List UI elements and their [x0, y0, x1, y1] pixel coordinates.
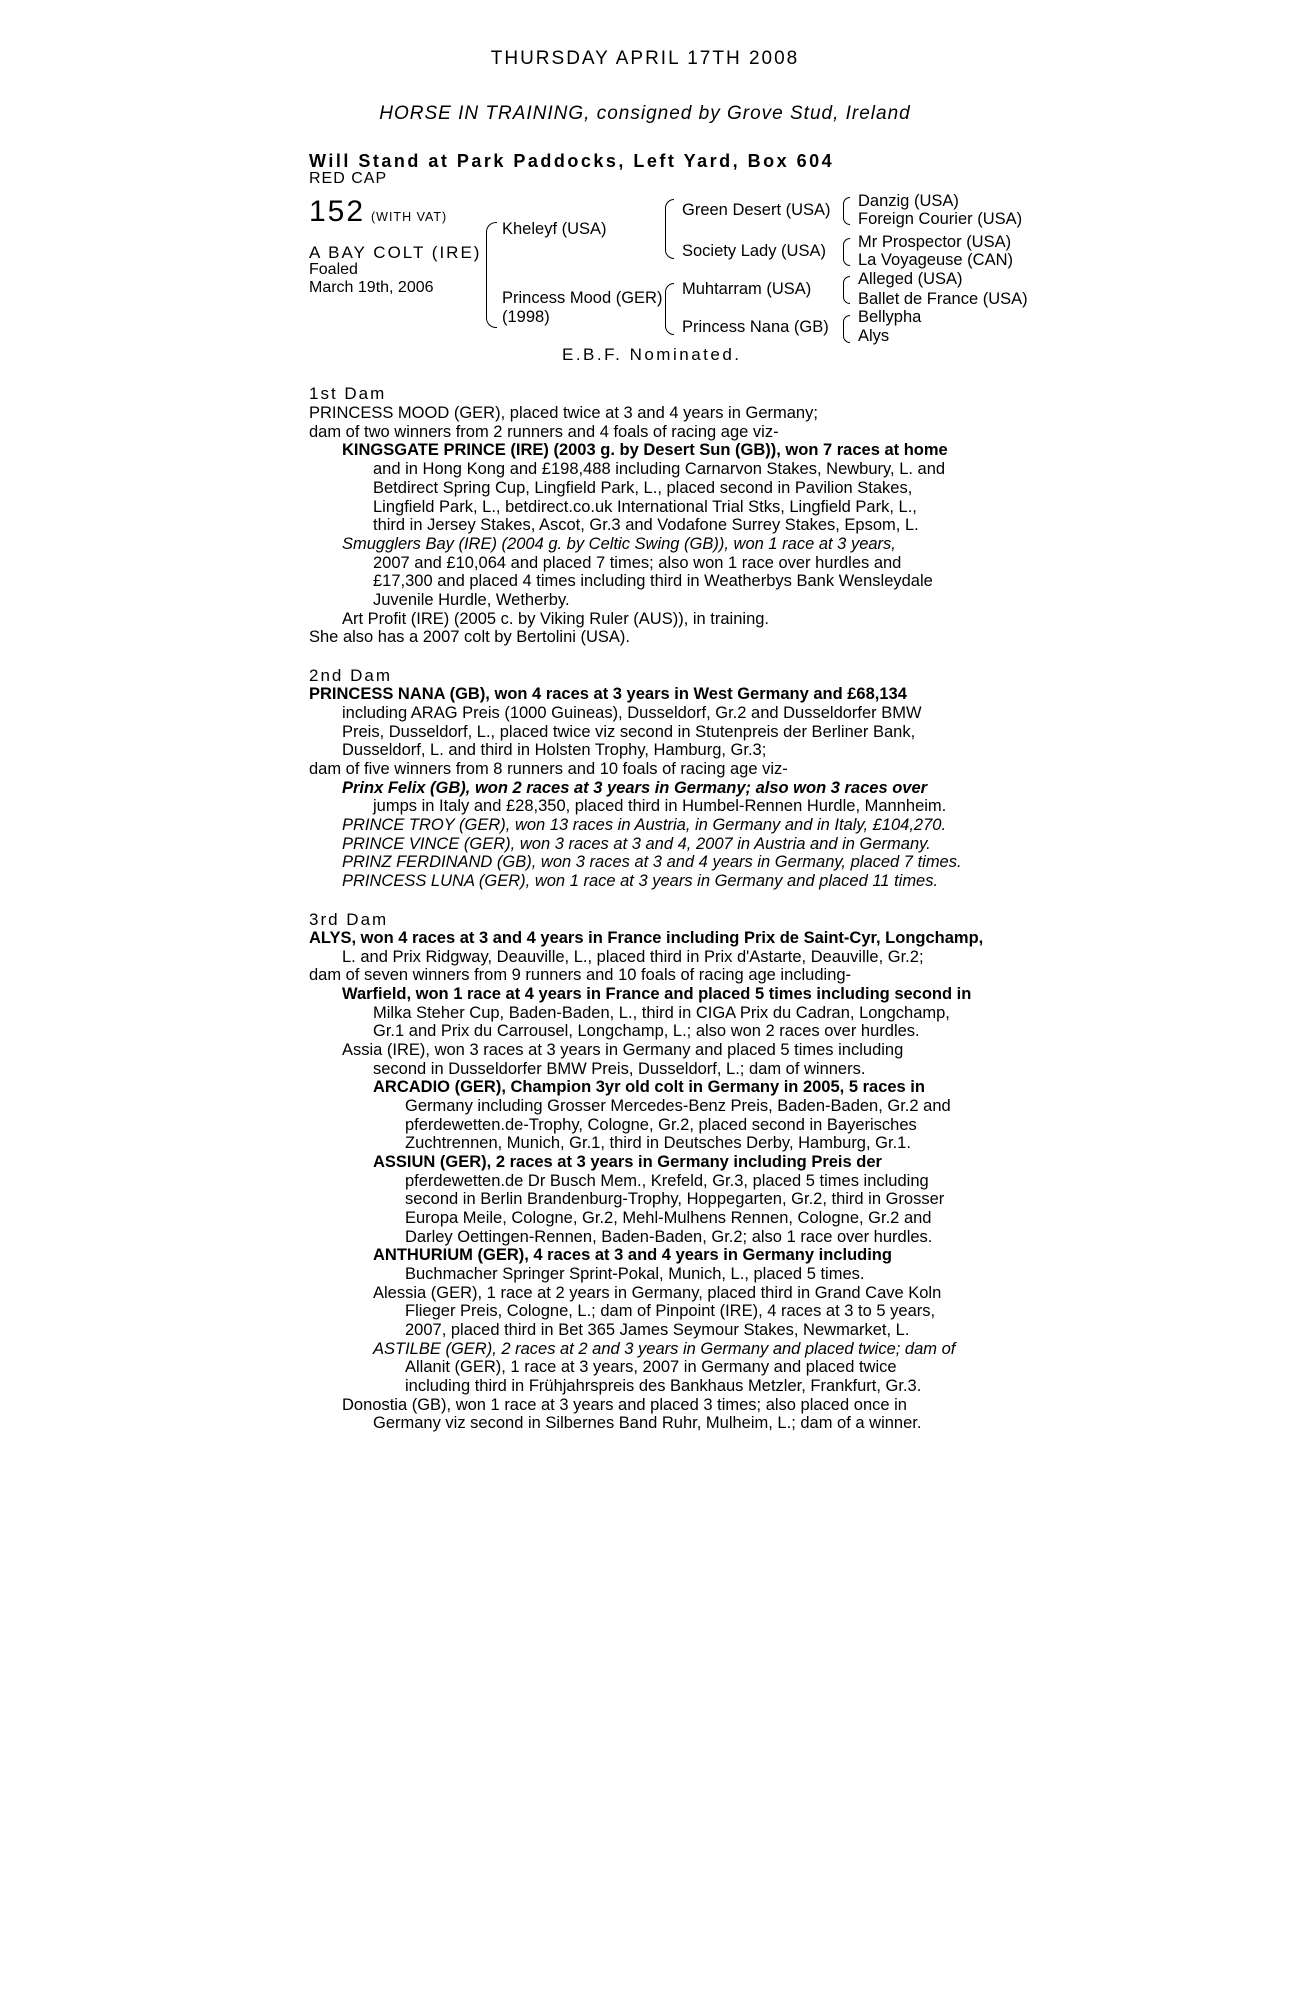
sire-dam: Society Lady (USA)	[682, 242, 826, 260]
text-line: Germany viz second in Silbernes Band Ruhr, Mulheim, L.; dam of a winner.	[373, 1414, 922, 1432]
text-line: 2007, placed third in Bet 365 James Seymour Stakes, Newmarket, L.	[405, 1321, 910, 1339]
text-line: PRINCE TROY (GER), won 13 races in Austria, in Germany and in Italy, £104,270.	[342, 816, 947, 834]
text-line: ASTILBE (GER), 2 races at 2 and 3 years in Germany and placed twice; dam of	[373, 1340, 956, 1358]
text-line: jumps in Italy and £28,350, placed third in Humbel-Rennen Hurdle, Mannheim.	[373, 797, 947, 815]
sire: Kheleyf (USA)	[502, 220, 607, 238]
text-line: PRINCESS NANA (GB), won 4 races at 3 years in West Germany and £68,134	[309, 685, 907, 703]
text-line: PRINCESS LUNA (GER), won 1 race at 3 years in Germany and placed 11 times.	[342, 872, 939, 890]
ancestor-alys: Alys	[858, 327, 890, 345]
text-line: Darley Oettingen-Rennen, Baden-Baden, Gr.2; also 1 race over hurdles.	[405, 1228, 933, 1246]
text-line: ASSIUN (GER), 2 races at 3 years in Germany including Preis der	[373, 1153, 882, 1171]
text-line: Germany including Grosser Mercedes-Benz Preis, Baden-Baden, Gr.2 and	[405, 1097, 951, 1115]
text-line: Juvenile Hurdle, Wetherby.	[373, 591, 570, 609]
text-line: PRINCESS MOOD (GER), placed twice at 3 and 4 years in Germany;	[309, 404, 818, 422]
dam-dam: Princess Nana (GB)	[682, 318, 829, 336]
text-line: ALYS, won 4 races at 3 and 4 years in France including Prix de Saint-Cyr, Longchamp,	[309, 929, 984, 947]
pedigree-brace-sire	[665, 199, 674, 259]
ancestor-danzig: Danzig (USA)	[858, 192, 959, 210]
ebf-nominated: E.B.F. Nominated.	[562, 345, 742, 364]
text-line: Flieger Preis, Cologne, L.; dam of Pinpoint (IRE), 4 races at 3 to 5 years,	[405, 1302, 936, 1320]
text-line: second in Berlin Brandenburg-Trophy, Hoppegarten, Gr.2, third in Grosser	[405, 1190, 945, 1208]
pedigree-brace-main	[486, 222, 497, 328]
foaled-date: March 19th, 2006	[309, 279, 434, 296]
text-line: pferdewetten.de Dr Busch Mem., Krefeld, Gr.3, placed 5 times including	[405, 1172, 929, 1190]
dam-sire: Muhtarram (USA)	[682, 280, 812, 298]
dam-year: (1998)	[502, 308, 550, 326]
text-line: second in Dusseldorfer BMW Preis, Dusseldorf, L.; dam of winners.	[373, 1060, 866, 1078]
consignment-line: HORSE IN TRAINING, consigned by Grove Stud, Ireland	[379, 103, 911, 124]
text-line: dam of five winners from 8 runners and 10 foals of racing age viz-	[309, 760, 788, 778]
first-dam-heading: 1st Dam	[309, 384, 387, 403]
text-line: ANTHURIUM (GER), 4 races at 3 and 4 years in Germany including	[373, 1246, 892, 1264]
sire-sire: Green Desert (USA)	[682, 201, 831, 219]
text-line: dam of seven winners from 9 runners and 10 foals of racing age including-	[309, 966, 852, 984]
stand-location: Will Stand at Park Paddocks, Left Yard, Box 604	[309, 151, 835, 171]
text-line: Prinx Felix (GB), won 2 races at 3 years in Germany; also won 3 races over	[342, 779, 928, 797]
text-line: Smugglers Bay (IRE) (2004 g. by Celtic Swing (GB)), won 1 race at 3 years,	[342, 535, 896, 553]
text-line: L. and Prix Ridgway, Deauville, L., placed third in Prix d'Astarte, Deauville, Gr.2;	[342, 948, 924, 966]
text-line: Assia (IRE), won 3 races at 3 years in Germany and placed 5 times including	[342, 1041, 904, 1059]
pedigree-brace-g4	[843, 315, 850, 343]
text-line: Zuchtrennen, Munich, Gr.1, third in Deutsches Derby, Hamburg, Gr.1.	[405, 1134, 911, 1152]
foaled-label: Foaled	[309, 261, 358, 278]
ancestor-mr-prospector: Mr Prospector (USA)	[858, 233, 1012, 251]
text-line: Buchmacher Springer Sprint-Pokal, Munich, L., placed 5 times.	[405, 1265, 865, 1283]
text-line: pferdewetten.de-Trophy, Cologne, Gr.2, placed second in Bayerisches	[405, 1116, 917, 1134]
text-line: Europa Meile, Cologne, Gr.2, Mehl-Mulhens Rennen, Cologne, Gr.2 and	[405, 1209, 932, 1227]
text-line: PRINZ FERDINAND (GB), won 3 races at 3 and 4 years in Germany, placed 7 times.	[342, 853, 962, 871]
text-line: Allanit (GER), 1 race at 3 years, 2007 in Germany and placed twice	[405, 1358, 897, 1376]
text-line: Dusseldorf, L. and third in Holsten Trophy, Hamburg, Gr.3;	[342, 741, 767, 759]
pedigree-brace-g1	[843, 197, 850, 225]
text-line: Milka Steher Cup, Baden-Baden, L., third in CIGA Prix du Cadran, Longchamp,	[373, 1004, 950, 1022]
text-line: PRINCE VINCE (GER), won 3 races at 3 and 4, 2007 in Austria and in Germany.	[342, 835, 931, 853]
lot-number: 152	[309, 195, 366, 228]
text-line: ARCADIO (GER), Champion 3yr old colt in Germany in 2005, 5 races in	[373, 1078, 925, 1096]
ancestor-foreign-courier: Foreign Courier (USA)	[858, 210, 1023, 228]
text-line: Lingfield Park, L., betdirect.co.uk International Trial Stks, Lingfield Park, L.,	[373, 498, 917, 516]
text-line: third in Jersey Stakes, Ascot, Gr.3 and Vodafone Surrey Stakes, Epsom, L.	[373, 516, 919, 534]
text-line: Betdirect Spring Cup, Lingfield Park, L., placed second in Pavilion Stakes,	[373, 479, 913, 497]
text-line: dam of two winners from 2 runners and 4 foals of racing age viz-	[309, 423, 779, 441]
text-line: KINGSGATE PRINCE (IRE) (2003 g. by Desert Sun (GB)), won 7 races at home	[342, 441, 948, 459]
text-line: 2007 and £10,064 and placed 7 times; also won 1 race over hurdles and	[373, 554, 902, 572]
pedigree-brace-dam	[665, 283, 674, 335]
text-line: including ARAG Preis (1000 Guineas), Dusseldorf, Gr.2 and Dusseldorfer BMW	[342, 704, 922, 722]
text-line: Art Profit (IRE) (2005 c. by Viking Ruler (AUS)), in training.	[342, 610, 770, 628]
text-line: Donostia (GB), won 1 race at 3 years and placed 3 times; also placed once in	[342, 1396, 907, 1414]
pedigree-brace-g3	[843, 276, 850, 304]
ancestor-alleged: Alleged (USA)	[858, 270, 963, 288]
cap-color: RED CAP	[309, 170, 388, 187]
sale-date: THURSDAY APRIL 17TH 2008	[490, 48, 800, 69]
ancestor-bellypha: Bellypha	[858, 308, 922, 326]
text-line: Gr.1 and Prix du Carrousel, Longchamp, L.; also won 2 races over hurdles.	[373, 1022, 920, 1040]
text-line: £17,300 and placed 4 times including third in Weatherbys Bank Wensleydale	[373, 572, 933, 590]
dam: Princess Mood (GER)	[502, 289, 663, 307]
horse-description: A BAY COLT (IRE)	[309, 243, 482, 262]
ancestor-la-voyageuse: La Voyageuse (CAN)	[858, 251, 1014, 269]
text-line: Alessia (GER), 1 race at 2 years in Germany, placed third in Grand Cave Koln	[373, 1284, 942, 1302]
text-line: She also has a 2007 colt by Bertolini (USA).	[309, 628, 631, 646]
pedigree-brace-g2	[843, 238, 850, 266]
text-line: Warfield, won 1 race at 4 years in France and placed 5 times including second in	[342, 985, 972, 1003]
second-dam-heading: 2nd Dam	[309, 666, 392, 685]
vat-note: (WITH VAT)	[371, 210, 448, 224]
text-line: including third in Frühjahrspreis des Bankhaus Metzler, Frankfurt, Gr.3.	[405, 1377, 922, 1395]
ancestor-ballet-de-france: Ballet de France (USA)	[858, 290, 1028, 308]
text-line: Preis, Dusseldorf, L., placed twice viz second in Stutenpreis der Berliner Bank,	[342, 723, 916, 741]
text-line: and in Hong Kong and £198,488 including Carnarvon Stakes, Newbury, L. and	[373, 460, 946, 478]
third-dam-heading: 3rd Dam	[309, 910, 389, 929]
